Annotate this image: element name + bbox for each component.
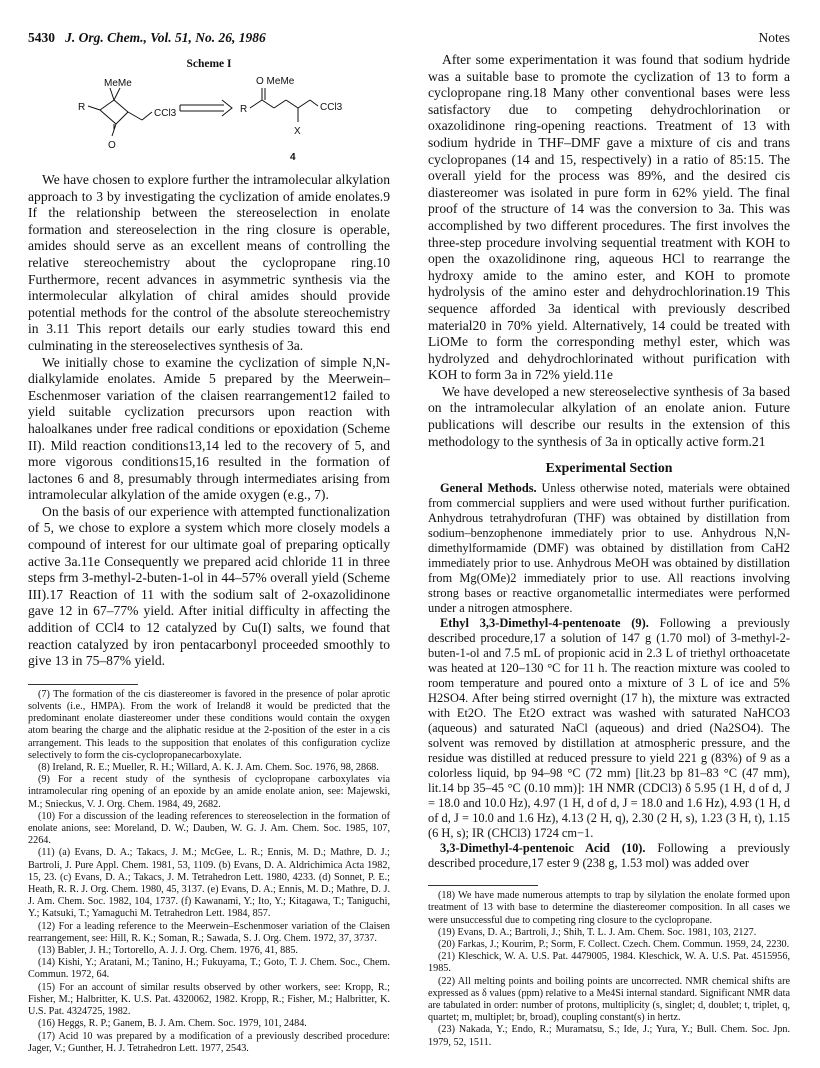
scheme-left-ccl3: CCl3 bbox=[154, 108, 177, 119]
footnote-rule bbox=[428, 885, 538, 886]
paragraph: We initially chose to examine the cyclization of simple N,N-dialkylamide enolates. Amide 5 prepared by the Meerwein–Eschenmoser variation of the claisen rearrangement12 failed to yield suitable cyclization precursors upon reaction with haloalkanes under free radical conditions or epoxidation (Scheme II). Mild reaction conditions13,14 led to the recovery of 5, and more vigorous conditions15,16 resulted in the formation of lactones 6 and 8, presumably through intermediates arising from intramolecular alkylation of the amide oxygen (e.g., 7). bbox=[28, 354, 390, 503]
scheme-left-meme: MeMe bbox=[104, 78, 132, 89]
scheme-diagram bbox=[28, 72, 390, 172]
experimental-text: Following a previously described procedure,17 a solution of 147 g (1.70 mol) of 3-methyl-2-buten-1-ol and 7.5 mL of propionic acid in 2.3 L of triethyl orthoacetate was heated at 120–130 °C for 11 h. The reaction mixture was cooled to room temperature and poured onto a mixture of 3 L of ice and 5% H2SO4. After being stirred overnight (17 h), the mixture was extracted with Et2O. The Et2O extract was washed with saturated NaHCO3 (aqueous) and saturated NaCl (aqueous) and dried (Na2SO4). The solvent was removed by distillation at atmospheric pressure, and the residue was distilled at reduced pressure to yield 221 g (83%) of 9 as a colorless liquid, bp 94–98 °C (72 mm) [lit.23 bp 81–83 °C (47 mm), lit.14 bp 35–45 °C (0.10 mm)]: 1H NMR (CDCl3) δ 5.95 (1 H, d of d, J = 18.0 and 10.0 Hz), 4.97 (1 H, d of d, J = 18.0 and 1.6 Hz), 4.93 (1 H, d of d, J = 10.0 and 1.6 Hz), 4.13 (2 H, q), 2.30 (2 H, s), 1.23 (3 H, t), 1.15 (6 H, s); IR (CHCl3) 1724 cm−1. bbox=[428, 616, 790, 841]
footnote: (7) The formation of the cis diastereomer is favored in the presence of polar aprotic solvents (i.e., HMPA). From the work of Ireland8 it would be predicted that the predominant enolate diastereomer under these conditions would contain the oxygen atom bearing the charge and the aliphatic residue at the 2-position of the ester in a cis arrangement. This leads to the supposition that enolates of this configuration cyclize selectively to form the cis-cyclopropanecarboxylate. bbox=[28, 688, 390, 761]
experimental-paragraph bbox=[428, 616, 790, 841]
experimental-heading: 3,3-Dimethyl-4-pentenoic Acid (10). bbox=[440, 841, 646, 856]
scheme-compound-number: 4 bbox=[290, 152, 296, 163]
footnote: (19) Evans, D. A.; Bartroli, J.; Shih, T. L. J. Am. Chem. Soc. 1981, 103, 2127. bbox=[438, 926, 757, 938]
journal-citation: J. Org. Chem., Vol. 51, No. 26, 1986 bbox=[65, 30, 266, 45]
scheme-left-r: R bbox=[78, 102, 86, 113]
footnote: (8) Ireland, R. E.; Mueller, R. H.; Willard, A. K. J. Am. Chem. Soc. 1976, 98, 2868. bbox=[38, 762, 379, 774]
footnote: (20) Farkas, J.; Kourim, P.; Sorm, F. Collect. Czech. Chem. Commun. 1959, 24, 2230. bbox=[438, 939, 790, 951]
footnote: (15) For an account of similar results observed by other workers, see: Kropp, R.; Fisher, M.; Halbritter, K. U.S. Pat. 4320062, 1982. Kropp, R.; Fisher, M.; Halbritter, K. U.S. Pat. 4324725, 1982. bbox=[28, 981, 390, 1018]
experimental-heading: Ethyl 3,3-Dimethyl-4-pentenoate (9). bbox=[440, 616, 649, 631]
scheme-right-ccl3: CCl3 bbox=[320, 102, 343, 113]
experimental-text: Following a previously described procedure,17 ester 9 (238 g, 1.53 mol) was added over bbox=[428, 841, 790, 871]
paragraph: We have developed a new stereoselective synthesis of 3a based on the intramolecular alkylation of an enolate anion. Future publications will describe our results in the extension of this methodology to the synthesis of 3a in optically active form.21 bbox=[428, 383, 790, 449]
footnote: (13) Babler, J. H.; Tortorello, A. J. J. Org. Chem. 1976, 41, 885. bbox=[38, 945, 298, 957]
scheme-right-x: X bbox=[294, 126, 301, 137]
footnote: (18) We have made numerous attempts to trap by silylation the enolate formed upon treatment of 13 with base to determine the diastereomer composition. In all cases we were unsuccessful due to competing ring closure to the cyclopropane. bbox=[428, 890, 790, 926]
footnote: (12) For a leading reference to the Meerwein–Eschenmoser variation of the Claisen rearrangement, see: Hill, R. K.; Soman, R.; Sawada, S. J. Org. Chem. 1972, 37, 3737. bbox=[28, 920, 390, 944]
paragraph: We have chosen to explore further the intramolecular alkylation approach to 3 by investigating the cyclization of amide enolates.9 If the relationship between the stereoselection in enolate formation and stereoselection in the ring closure is operable, amides should serve as an excellent means of controlling the relative stereochemistry about the cyclopropane ring.10 Furthermore, recent advances in asymmetric synthesis via the intermolecular alkylation of chiral amides should provide potential methods for the control of the absolute stereochemistry in 3.11 This report details our early studies toward this end culminating in the stereoselectives synthesis of 3a. bbox=[28, 172, 390, 353]
section-label: Notes bbox=[758, 30, 790, 45]
footnote: (17) Acid 10 was prepared by a modification of a previously described procedure: Jager, V.; Gunther, H. J. Tetrahedron Lett. 1977, 2543. bbox=[28, 1030, 390, 1054]
scheme-svg bbox=[28, 72, 390, 172]
experimental-paragraph bbox=[428, 841, 790, 871]
footnote-rule bbox=[28, 684, 138, 685]
footnote: (22) All melting points and boiling points are uncorrected. NMR chemical shifts are expressed as δ values (ppm) relative to a Me4Si internal standard. Significant NMR data are tabulated in order: number of protons, multiplicity (s, singlet; d, doublet; t, triplet, q, quartet; m, multiplet; br, broad), coupling constant(s) in hertz. bbox=[428, 975, 790, 1024]
paragraph: On the basis of our experience with attempted functionalization of 5, we chose to explore a system which more closely models a compound of interest for our ultimate goal of preparing optically active 3a.11e Consequently we prepared acid chloride 11 in three steps frm 3-methyl-2-buten-1-ol in 44–57% overall yield (Scheme III).17 Reaction of 11 with the sodium salt of 2-oxazolidinone gave 12 in 67–77% yield. After initial difficulty in affecting the addition of CCl4 to 12 catalyzed by Cu(I) salts, we found that reaction catalyzed by iron pentacarbonyl proceeded smoothly to give 13 in 75–87% yield. bbox=[28, 503, 390, 669]
scheme-title: Scheme I bbox=[186, 58, 232, 70]
scheme-left-o: O bbox=[108, 140, 116, 151]
page-number: 5430 bbox=[28, 30, 55, 45]
running-head bbox=[28, 30, 266, 46]
experimental-heading: General Methods. bbox=[440, 481, 537, 496]
footnote: (23) Nakada, Y.; Endo, R.; Muramatsu, S.; Ide, J.; Yura, Y.; Bull. Chem. Soc. Jpn. 1979, 52, 1511. bbox=[428, 1024, 790, 1048]
right-column bbox=[428, 52, 790, 1049]
section-heading: Experimental Section bbox=[545, 460, 673, 476]
experimental-text: Unless otherwise noted, materials were obtained from commercial suppliers and were used without further purification. Anhydrous tetrahydrofuran (THF) was obtained by distillation from sodium–benzophenone immediately prior to use. Anhydrous N,N-dimethylformamide (DMF) was obtained by distillation from CaH2 immediately prior to use. Anhydrous MeOH was obtained by distillation from Mg(OMe)2 immediately prior to use. All reactions involving strong bases or reactive organometallic intermediates were performed under a nitrogen atmosphere. bbox=[428, 481, 791, 616]
footnote: (21) Kleschick, W. A. U.S. Pat. 4479005, 1984. Kleschick, W. A. U.S. Pat. 4515956, 1985. bbox=[428, 951, 790, 975]
experimental-paragraph bbox=[428, 481, 790, 616]
left-column bbox=[28, 58, 390, 1055]
footnote: (11) (a) Evans, D. A.; Takacs, J. M.; McGee, L. R.; Ennis, M. D.; Mathre, D. J.; Bartroli, J. Pure Appl. Chem. 1981, 53, 1109. (b) Evans, D. A. Aldrichimica Acta 1982, 15, 23. (c) Evans, D. A.; Takacs, J. M. Tetrahedron Lett. 1980, 4233. (d) Sonnet, P. E.; Heath, R. R. J. Org. Chem. 1980, 45, 3137. (e) Evans, D. A.; Ennis, M. D.; Mathre, D. J. J. Am. Chem. Soc. 1982, 104, 1737. (f) Kawanami, Y.; Ito, Y.; Kitagawa, T.; Taniguchi, Y.; Katsuki, T.; Yamaguchi M. Tetrahedron Lett. 1984, 857. bbox=[28, 847, 390, 920]
scheme-right-o-meme: O MeMe bbox=[256, 76, 295, 87]
scheme-right-r: R bbox=[240, 104, 248, 115]
footnote: (14) Kishi, Y.; Aratani, M.; Tanino, H.; Fukuyama, T.; Goto, T. J. Chem. Soc., Chem. Commun. 1972, 64. bbox=[28, 957, 390, 981]
paragraph: After some experimentation it was found that sodium hydride was a suitable base to promote the cyclization of 13 to form a cyclopropane ring.18 Many other conventional bases were less satisfactory due to competing dehydrochlorination or oxazolidinone ring-opening reactions. Treatment of 13 with sodium hydride in THF–DMF gave a mixture of cis and trans cyclopropanes (14 and 15, respectively) in a ratio of 85:15. The overall yield for the process was 89%, and the desired cis diastereomer was isolated in pure form in 62% yield. The final proof of the structure of 14 was the conversion to 3a. This was accomplished by two different procedures. The first involves the three-step procedure involving sequential treatment with KOH to open the oxazolidinone ring, aqueous HCl to rearrange the hydroxy amide to the amino ester, and KOH to promote hydrolysis of the amino ester and dehydrochlorination.19 This sequence afforded 3a identical with previously described material20 in 70% yield. Alternatively, 14 could be treated with LiOMe to form the corresponding methyl ester, which was hydrolyzed and dehydrochlorinated without purification with KOH to form 3a in 72% yield.11e bbox=[428, 52, 790, 383]
footnote: (10) For a discussion of the leading references to stereoselection in the formation of enolate anions, see: Moreland, D. W.; Dauben, W. G. J. Am. Chem. Soc. 1985, 107, 2264. bbox=[28, 810, 390, 847]
footnote: (9) For a recent study of the synthesis of cyclopropane carboxylates via intramolecular ring opening of an epoxide by an amide enolate anion, see: Majewski, M.; Snieckus, V. J. Org. Chem. 1984, 49, 2682. bbox=[28, 774, 390, 810]
page-header bbox=[28, 30, 790, 50]
footnote: (16) Heggs, R. P.; Ganem, B. J. Am. Chem. Soc. 1979, 101, 2484. bbox=[38, 1018, 307, 1030]
